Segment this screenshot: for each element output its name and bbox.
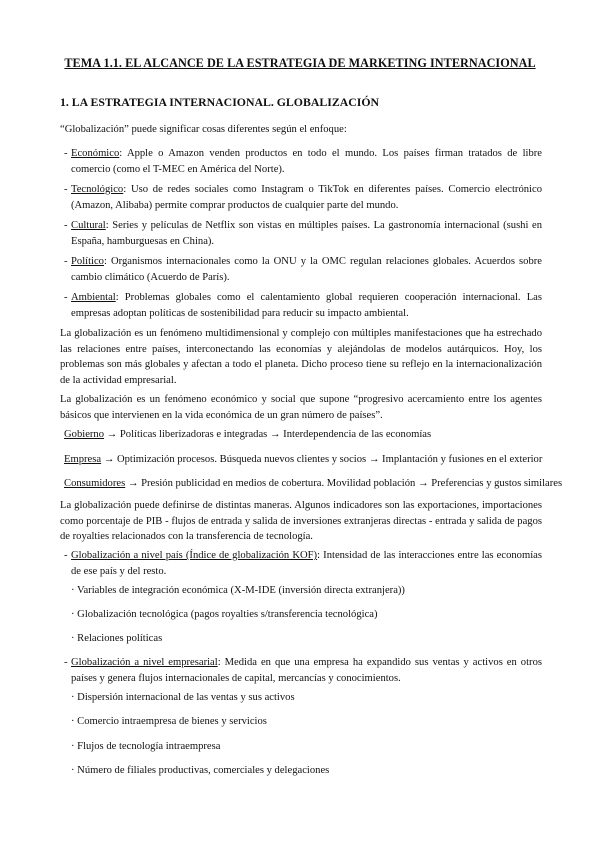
flow-label: Empresa [64,454,102,465]
bullet-label: Económico [71,148,120,159]
bullet-ambiental [60,290,542,321]
bullet-body [71,218,542,249]
flow-gobierno [64,427,544,443]
bullet-dash: - [64,292,68,303]
bullet-label: Político [71,256,104,267]
subitem: · Relaciones políticas [71,633,163,644]
flow-text: → Presión publicidad en medios de cobertura. Movilidad población → Preferencias y gustos similares [125,478,563,489]
intro-text: “Globalización” puede significar cosas diferentes según el enfoque: [60,124,347,135]
bullet-nivel-pais [60,548,542,579]
bullet-text: : Series y películas de Netflix son vistas en múltiples países. La gastronomía internacional (sushi en España, hamburguesas en China). [71,220,542,247]
paragraph-multidimensional: La globalización es un fenómeno multidimensional y complejo con múltiples manifestaciones que ha estrechado las relaciones entre países, interconectando las economías y alejándolas de modelos autárquicos. Hoy, los problemas son más globales y afectan a todo el planeta. Dicho proceso tiene su reflejo en la internacionalización de la actividad empresarial. [60,328,542,386]
flow-text: → Optimización procesos. Búsqueda nuevos clientes y socios → Implantación y fusiones en el exterior [101,454,543,465]
bullet-dash: - [64,220,68,231]
bullet-dash: - [64,184,68,195]
bullet-label: Globalización a nivel país (Índice de globalización KOF) [71,550,318,561]
bullet-text: : Medida en que una empresa ha expandido sus ventas y activos en otros países y genera flujos internacionales de capital, mercancías y conocimientos. [71,657,542,684]
bullet-cultural [60,218,542,249]
bullet-economico [60,146,542,177]
bullet-text: : Organismos internacionales como la ONU y la OMC regulan relaciones globales. Acuerdos sobre cambio climático (Acuerdo de París). [71,256,542,283]
bullet-nivel-empresarial [60,655,542,686]
subitem: · Globalización tecnológica (pagos royalties s/transferencia tecnológica) [71,609,378,620]
bullet-text: : Problemas globales como el calentamiento global requieren cooperación internacional. Las empresas adoptan políticas de sostenibilidad para reducir su impacto ambiental. [71,292,542,319]
subitem: · Variables de integración económica (X-M-IDE (inversión directa extranjera)) [71,585,405,596]
paragraph-definition: La globalización es un fenómeno económico y social que supone “progresivo acercamiento entre los agentes básicos que intervienen en la vida económica de un gran número de países”. [60,394,542,421]
subitem: · Flujos de tecnología intraempresa [71,741,221,752]
bullet-body [71,182,542,213]
flow-label: Consumidores [64,478,126,489]
flow-label: Gobierno [64,429,105,440]
bullet-label: Ambiental [71,292,116,303]
bullet-body [71,290,542,321]
bullet-label: Cultural [71,220,106,231]
bullet-dash: - [64,550,68,561]
document-title: TEMA 1.1. EL ALCANCE DE LA ESTRATEGIA DE MARKETING INTERNACIONAL [64,56,536,70]
bullet-text: : Apple o Amazon venden productos en todo el mundo. Los países firman tratados de libre comercio (como el T-MEC en América del Norte). [71,148,542,175]
bullet-dash: - [64,256,68,267]
flow-consumidores [64,476,563,492]
bullet-dash: - [64,657,68,668]
bullet-label: Globalización a nivel empresarial [71,657,218,668]
bullet-dash: - [64,148,68,159]
paragraph-indicators: La globalización puede definirse de distintas maneras. Algunos indicadores son las exportaciones, importaciones como porcentaje de PIB - flujos de entrada y salida de inversiones extranjeras directas - entrada y salida de pagos de royalties relacionados con la transferencia de tecnología. [60,500,542,542]
bullet-label: Tecnológico [71,184,124,195]
flow-text: → Políticas liberizadoras e integradas → Interdependencia de las economías [104,429,432,440]
section-heading: 1. LA ESTRATEGIA INTERNACIONAL. GLOBALIZACIÓN [60,95,380,109]
bullet-politico [60,254,542,285]
subitem: · Comercio intraempresa de bienes y servicios [71,716,267,727]
bullet-tecnologico [60,182,542,213]
bullet-body [71,548,542,579]
bullet-body [71,146,542,177]
flow-empresa [64,452,544,468]
bullet-text: : Uso de redes sociales como Instagram o TikTok en diferentes países. Comercio electrónico (Amazon, Alibaba) permite comprar productos de cualquier parte del mundo. [71,184,542,211]
subitem: · Dispersión internacional de las ventas y sus activos [71,692,295,703]
bullet-text: : Intensidad de las interacciones entre las economías de ese país y del resto. [71,550,542,577]
bullet-body [71,254,542,285]
bullet-body [71,655,542,686]
subitem: · Número de filiales productivas, comerciales y delegaciones [71,765,330,776]
